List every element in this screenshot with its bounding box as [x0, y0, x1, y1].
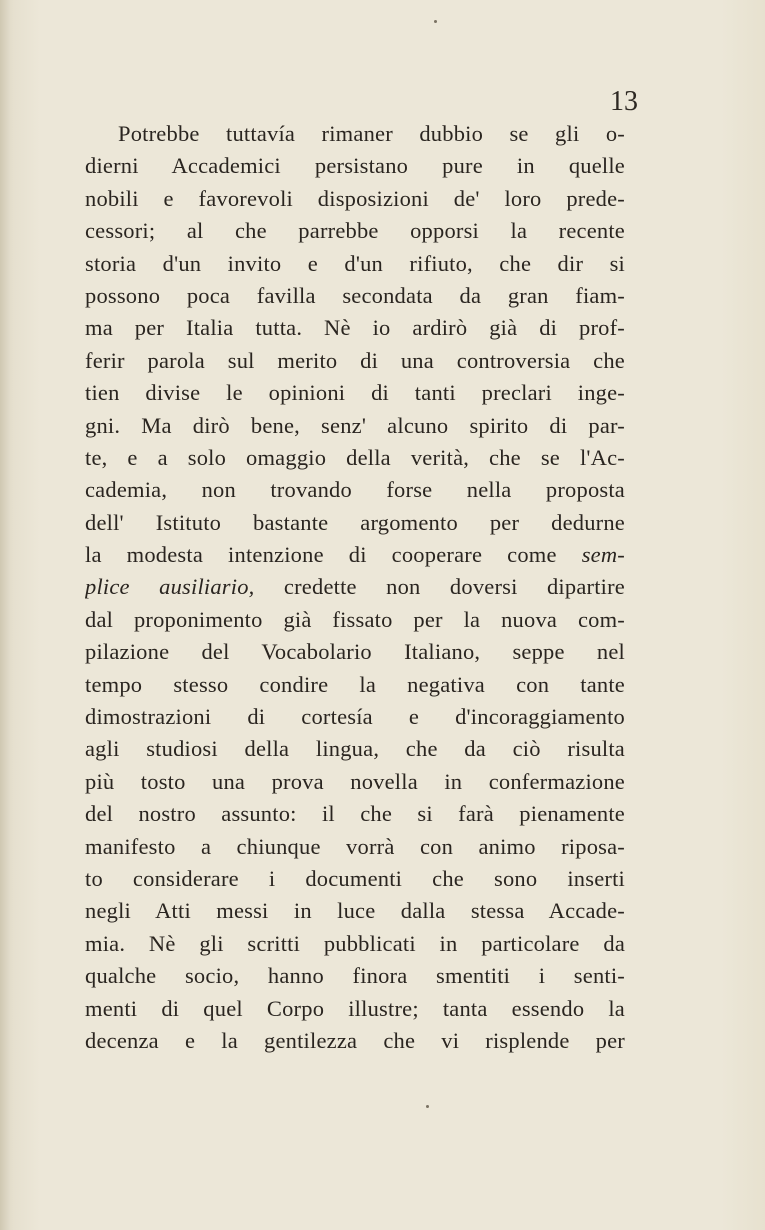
text-line: manifesto a chiunque vorrà con animo riposa-	[85, 833, 625, 859]
text-line: ferir parola sul merito di una controversia che	[85, 347, 625, 373]
text-line: dierni Accademici persistano pure in quelle	[85, 153, 625, 179]
italic-segment: sem-	[581, 542, 625, 568]
paper-speck	[434, 20, 437, 23]
text-line: ma per Italia tutta. Nè io ardirò già di prof-	[85, 315, 625, 341]
text-line: gni. Ma dirò bene, senz' alcuno spirito di par-	[85, 412, 625, 438]
text-line: Potrebbe tuttavía rimaner dubbio se gli o-	[118, 121, 625, 146]
text-line: tien divise le opinioni di tanti preclari inge-	[85, 380, 625, 406]
text-line: del nostro assunto: il che si farà pienamente	[85, 801, 625, 827]
text-segment: la modesta intenzione di cooperare come	[85, 542, 582, 568]
text-line: agli studiosi della lingua, che da ciò risulta	[85, 736, 625, 762]
text-line: più tosto una prova novella in confermazione	[85, 768, 625, 794]
text-line: dell' Istituto bastante argomento per dedurne	[85, 509, 625, 535]
text-line: cessori; al che parrebbe opporsi la recente	[85, 218, 625, 244]
text-line: to considerare i documenti che sono inserti	[85, 865, 625, 891]
text-line: mia. Nè gli scritti pubblicati in particolare da	[85, 930, 625, 956]
text-line: qualche socio, hanno finora smentiti i senti-	[85, 963, 625, 989]
binding-edge	[0, 0, 10, 1230]
text-line-italic-start	[85, 571, 625, 603]
italic-segment: plice ausiliario,	[85, 574, 255, 600]
text-line-italic-end	[85, 539, 625, 571]
text-line: negli Atti messi in luce dalla stessa Accade-	[85, 898, 625, 924]
text-line: tempo stesso condire la negativa con tante	[85, 671, 625, 697]
text-line: pilazione del Vocabolario Italiano, seppe nel	[85, 639, 625, 665]
text-line: menti di quel Corpo illustre; tanta essendo la	[85, 995, 625, 1021]
text-segment: credette non doversi dipartire	[254, 574, 625, 600]
text-line: te, e a solo omaggio della verità, che se l'Ac-	[85, 444, 625, 470]
text-line: storia d'un invito e d'un rifiuto, che dir si	[85, 250, 625, 276]
text-line: possono poca favilla secondata da gran fiam-	[85, 282, 625, 308]
text-line: cademia, non trovando forse nella proposta	[85, 477, 625, 503]
text-line: dimostrazioni di cortesía e d'incoraggiamento	[85, 704, 625, 730]
page-number: 13	[610, 86, 638, 117]
text-line: decenza e la gentilezza che vi risplende per	[85, 1027, 625, 1053]
paper-speck	[426, 1105, 429, 1108]
text-line: dal proponimento già fissato per la nuova com-	[85, 606, 625, 632]
body-text	[85, 118, 625, 1057]
text-line: nobili e favorevoli disposizioni de' loro prede-	[85, 185, 625, 211]
